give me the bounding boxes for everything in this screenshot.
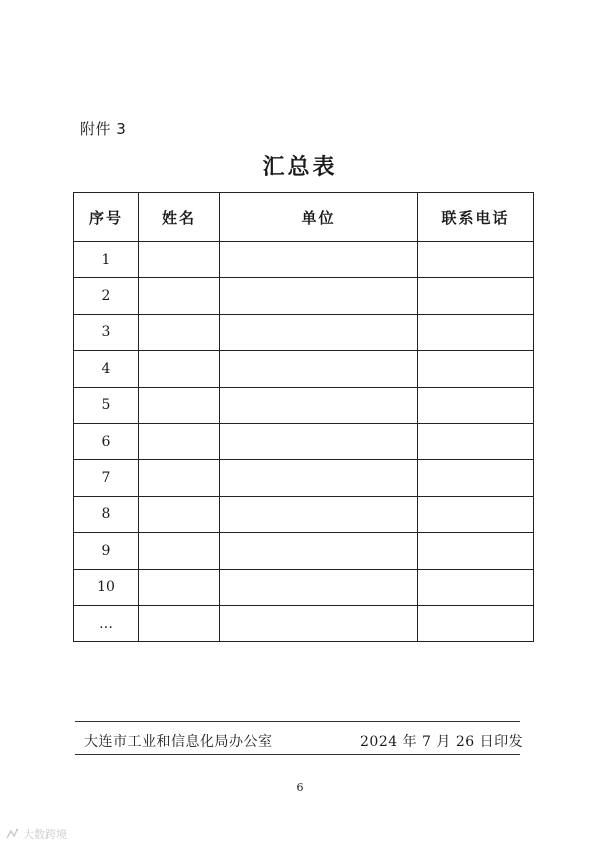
row-unit-cell: [220, 314, 418, 350]
row-index: 7: [74, 460, 139, 496]
row-phone-cell: [418, 242, 534, 278]
row-name-cell: [139, 605, 220, 641]
row-name-cell: [139, 496, 220, 532]
row-name-cell: [139, 569, 220, 605]
attachment-label: 附件 3: [80, 120, 127, 138]
row-unit-cell: [220, 387, 418, 423]
table-row: [74, 460, 534, 496]
footer-issue-date: 2024 年 7 月 26 日印发: [360, 734, 524, 750]
row-phone-cell: [418, 460, 534, 496]
row-index: 6: [74, 423, 139, 459]
row-name-cell: [139, 351, 220, 387]
table-row: [74, 569, 534, 605]
row-unit-cell: [220, 423, 418, 459]
row-index: 3: [74, 314, 139, 350]
row-unit-cell: [220, 460, 418, 496]
row-index: 10: [74, 569, 139, 605]
row-phone-cell: [418, 496, 534, 532]
header-index: 序号: [74, 193, 139, 242]
row-index: …: [74, 605, 139, 641]
row-unit-cell: [220, 605, 418, 641]
table-row: [74, 387, 534, 423]
row-index: 4: [74, 351, 139, 387]
table-row: [74, 605, 534, 641]
row-phone-cell: [418, 605, 534, 641]
row-name-cell: [139, 460, 220, 496]
header-phone: 联系电话: [418, 193, 534, 242]
row-name-cell: [139, 242, 220, 278]
row-name-cell: [139, 314, 220, 350]
row-unit-cell: [220, 533, 418, 569]
row-unit-cell: [220, 278, 418, 314]
table-row: [74, 278, 534, 314]
document-title: 汇总表: [262, 154, 338, 180]
row-unit-cell: [220, 351, 418, 387]
footer-top-rule: [75, 721, 520, 722]
table-row: [74, 496, 534, 532]
watermark-logo-icon: [6, 828, 20, 840]
header-name: 姓名: [139, 193, 220, 242]
table-header-row: [74, 193, 534, 242]
header-unit: 单位: [220, 193, 418, 242]
footer-issuer: 大连市工业和信息化局办公室: [84, 734, 273, 750]
table-row: [74, 314, 534, 350]
row-name-cell: [139, 423, 220, 459]
footer-bottom-rule: [75, 754, 520, 755]
row-phone-cell: [418, 533, 534, 569]
row-phone-cell: [418, 278, 534, 314]
row-unit-cell: [220, 496, 418, 532]
row-phone-cell: [418, 351, 534, 387]
watermark-text: 大数跨境: [23, 828, 67, 841]
page-number: 6: [296, 781, 304, 794]
row-unit-cell: [220, 569, 418, 605]
row-name-cell: [139, 387, 220, 423]
table-row: [74, 533, 534, 569]
table-row: [74, 351, 534, 387]
row-index: 2: [74, 278, 139, 314]
table-row: [74, 423, 534, 459]
row-name-cell: [139, 533, 220, 569]
row-unit-cell: [220, 242, 418, 278]
row-phone-cell: [418, 314, 534, 350]
row-phone-cell: [418, 387, 534, 423]
row-index: 1: [74, 242, 139, 278]
row-index: 5: [74, 387, 139, 423]
table-row: [74, 242, 534, 278]
watermark: [6, 826, 67, 842]
row-index: 8: [74, 496, 139, 532]
row-phone-cell: [418, 423, 534, 459]
row-phone-cell: [418, 569, 534, 605]
summary-table: [73, 192, 534, 642]
row-index: 9: [74, 533, 139, 569]
row-name-cell: [139, 278, 220, 314]
